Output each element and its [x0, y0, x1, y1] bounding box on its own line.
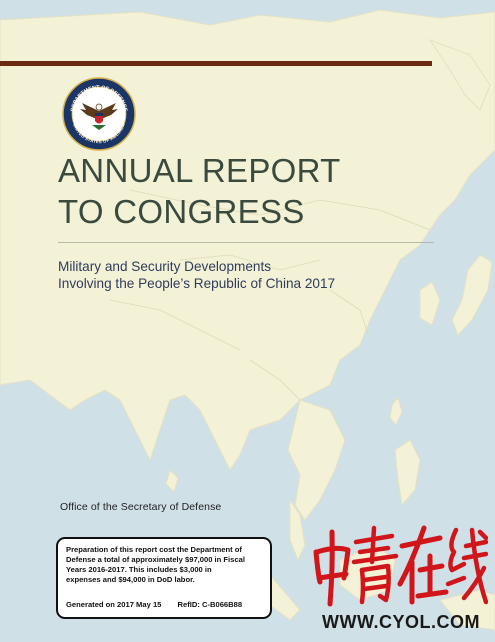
cyol-watermark-logo — [308, 522, 488, 608]
watermark-url: WWW.CYOL.COM — [322, 612, 480, 632]
cost-line: expenses and $94,000 in DoD labor. — [66, 575, 195, 584]
report-title — [58, 150, 438, 232]
generation-info — [66, 600, 242, 610]
issuing-office: Office of the Secretary of Defense — [60, 501, 222, 513]
cost-statement — [66, 545, 262, 585]
cost-line: Defense a total of approximately $97,000 in Fiscal — [66, 555, 245, 564]
generated-date: Generated on 2017 May 15 — [66, 600, 162, 609]
title-divider — [58, 242, 434, 243]
watermark-char-2 — [354, 528, 396, 602]
department-of-defense-seal-icon — [62, 77, 136, 151]
seal-bottom-text: UNITED STATES OF AMERICA — [72, 122, 126, 145]
seal-top-text: DEPARTMENT OF DEFENSE — [70, 84, 128, 113]
cost-line: Years 2016-2017. This includes $3,000 in — [66, 565, 212, 574]
title-line-1: ANNUAL REPORT — [58, 152, 341, 189]
watermark-char-1 — [316, 532, 348, 604]
watermark-char-4 — [448, 530, 486, 602]
watermark-char-3 — [400, 528, 446, 602]
cost-line: Preparation of this report cost the Department of — [66, 545, 242, 554]
reference-id: RefID: C-B066B88 — [177, 600, 243, 609]
top-rule — [0, 61, 432, 66]
subtitle-line-1: Military and Security Developments — [58, 259, 272, 274]
report-subtitle — [58, 258, 458, 292]
cost-disclosure-box — [56, 537, 272, 619]
title-line-2: TO CONGRESS — [58, 193, 305, 230]
subtitle-line-2: Involving the People’s Republic of China 2017 — [58, 276, 336, 291]
